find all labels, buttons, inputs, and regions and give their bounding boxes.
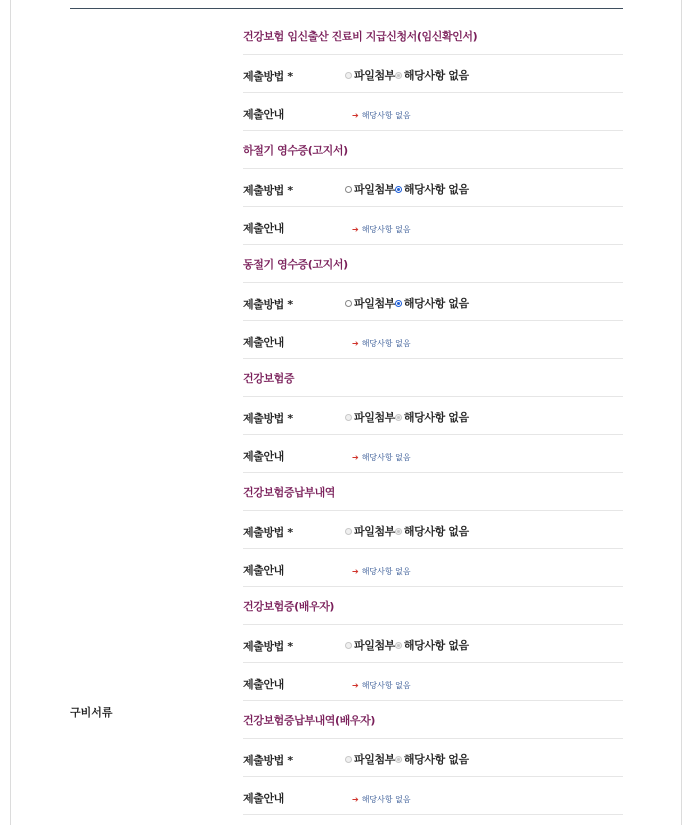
radio-label: 파일첨부	[354, 753, 395, 766]
submit-method-row	[243, 397, 623, 435]
radio-file-attach[interactable]	[345, 300, 352, 307]
guide-text: 해당사항 없음	[361, 567, 411, 576]
radio-label: 파일첨부	[354, 69, 395, 82]
submit-guide-row	[243, 777, 623, 815]
submit-method-row	[243, 55, 623, 93]
guide-text: 해당사항 없음	[361, 681, 411, 690]
doc-title-row	[243, 701, 623, 739]
submit-method-label: 제출방법 *	[243, 526, 293, 539]
doc-title-row	[243, 587, 623, 625]
arrow-right-icon: ➔	[352, 339, 359, 348]
arrow-right-icon: ➔	[352, 681, 359, 690]
submit-method-row	[243, 169, 623, 207]
submit-method-options	[345, 751, 469, 767]
arrow-right-icon: ➔	[352, 111, 359, 120]
submit-method-options	[345, 637, 469, 653]
submit-guide-label: 제출안내	[243, 564, 284, 577]
submit-guide-link[interactable]	[352, 680, 411, 691]
radio-not-applicable	[395, 642, 402, 649]
submit-guide-row	[243, 93, 623, 131]
arrow-right-icon: ➔	[352, 567, 359, 576]
radio-label: 해당사항 없음	[403, 525, 469, 538]
submit-guide-label: 제출안내	[243, 336, 284, 349]
section-label: 구비서류	[70, 706, 113, 719]
arrow-right-icon: ➔	[352, 453, 359, 462]
submit-guide-link[interactable]	[352, 338, 411, 349]
guide-text: 해당사항 없음	[361, 339, 411, 348]
radio-label: 파일첨부	[354, 297, 395, 310]
submit-guide-label: 제출안내	[243, 678, 284, 691]
radio-file-attach	[345, 756, 352, 763]
submit-guide-link[interactable]	[352, 452, 411, 463]
guide-text: 해당사항 없음	[361, 111, 411, 120]
radio-not-applicable	[395, 414, 402, 421]
radio-not-applicable	[395, 528, 402, 535]
radio-file-attach[interactable]	[345, 186, 352, 193]
guide-text: 해당사항 없음	[361, 795, 411, 804]
doc-title: 건강보험 임신출산 진료비 지급신청서(임신확인서)	[243, 30, 478, 43]
guide-text: 해당사항 없음	[361, 453, 411, 462]
doc-title-row	[243, 17, 623, 55]
radio-file-attach	[345, 72, 352, 79]
doc-title: 건강보험증납부내역(배우자)	[243, 714, 375, 727]
radio-file-attach	[345, 528, 352, 535]
doc-title-row	[243, 245, 623, 283]
submit-method-row	[243, 283, 623, 321]
submit-method-label: 제출방법 *	[243, 412, 293, 425]
doc-title: 건강보험증(배우자)	[243, 600, 335, 613]
radio-not-applicable[interactable]	[395, 186, 402, 193]
submit-guide-row	[243, 663, 623, 701]
radio-label: 파일첨부	[354, 183, 395, 196]
submit-guide-link[interactable]	[352, 566, 411, 577]
submit-method-label: 제출방법 *	[243, 754, 293, 767]
radio-file-attach	[345, 414, 352, 421]
radio-label: 해당사항 없음	[403, 639, 469, 652]
radio-not-applicable[interactable]	[395, 300, 402, 307]
doc-title: 건강보험증납부내역	[243, 486, 336, 499]
radio-not-applicable	[395, 72, 402, 79]
radio-label: 해당사항 없음	[403, 183, 469, 196]
submit-method-row	[243, 625, 623, 663]
radio-label: 해당사항 없음	[403, 411, 469, 424]
radio-label: 파일첨부	[354, 639, 395, 652]
submit-method-options	[345, 409, 469, 425]
submit-guide-link[interactable]	[352, 794, 411, 805]
document-list	[243, 17, 623, 815]
doc-title-row	[243, 473, 623, 511]
submit-guide-row	[243, 321, 623, 359]
submit-guide-link[interactable]	[352, 224, 411, 235]
radio-label: 파일첨부	[354, 411, 395, 424]
radio-label: 해당사항 없음	[403, 753, 469, 766]
submit-method-label: 제출방법 *	[243, 298, 293, 311]
arrow-right-icon: ➔	[352, 795, 359, 804]
submit-guide-label: 제출안내	[243, 108, 284, 121]
submit-method-options	[345, 523, 469, 539]
radio-not-applicable	[395, 756, 402, 763]
submit-guide-label: 제출안내	[243, 222, 284, 235]
radio-label: 해당사항 없음	[403, 69, 469, 82]
doc-title: 동절기 영수증(고지서)	[243, 258, 348, 271]
doc-title: 하절기 영수증(고지서)	[243, 144, 348, 157]
submit-method-options	[345, 67, 469, 83]
submit-guide-row	[243, 435, 623, 473]
submit-method-label: 제출방법 *	[243, 640, 293, 653]
doc-title: 건강보험증	[243, 372, 295, 385]
top-divider	[70, 8, 623, 9]
submit-guide-row	[243, 207, 623, 245]
submit-guide-link[interactable]	[352, 110, 411, 121]
submit-method-row	[243, 739, 623, 777]
radio-label: 파일첨부	[354, 525, 395, 538]
radio-file-attach	[345, 642, 352, 649]
submit-guide-label: 제출안내	[243, 450, 284, 463]
doc-title-row	[243, 131, 623, 169]
submit-guide-label: 제출안내	[243, 792, 284, 805]
submit-method-row	[243, 511, 623, 549]
submit-method-options	[345, 181, 469, 197]
arrow-right-icon: ➔	[352, 225, 359, 234]
submit-guide-row	[243, 549, 623, 587]
submit-method-label: 제출방법 *	[243, 184, 293, 197]
guide-text: 해당사항 없음	[361, 225, 411, 234]
radio-label: 해당사항 없음	[403, 297, 469, 310]
submit-method-options	[345, 295, 469, 311]
submit-method-label: 제출방법 *	[243, 70, 293, 83]
doc-title-row	[243, 359, 623, 397]
